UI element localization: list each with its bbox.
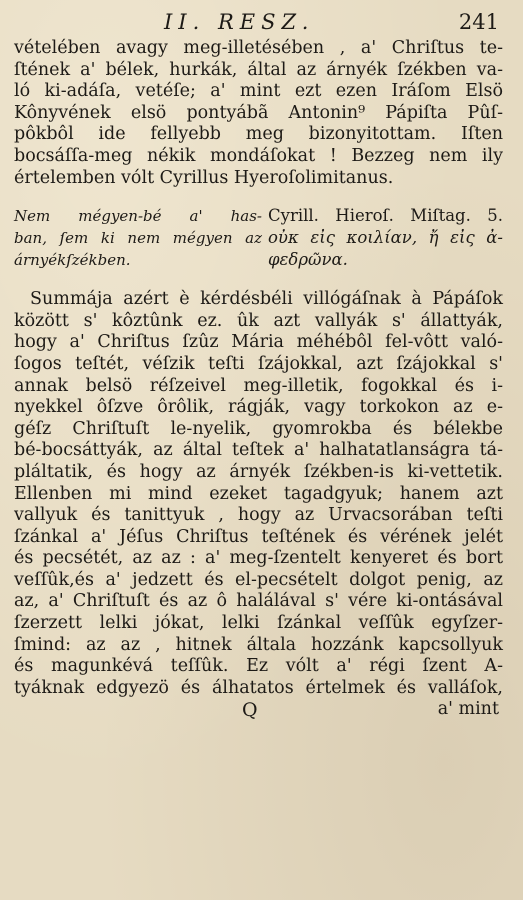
paragraph-1: [14, 38, 503, 189]
page-number: 241: [458, 10, 499, 34]
greek-quote-line: οὐκ εἰς κοιλίαν, ἤ εἰς ἀ-: [268, 228, 503, 248]
text-line: vallyuk és tanittyuk , hogy az Urvacsorában teſti: [14, 505, 503, 526]
text-line: vételében avagy meg-illetésében , a' Chriſtus te-: [14, 38, 503, 58]
text-line: között s' kôztûnk ez. ûk azt vallyák s' állattyák,: [14, 310, 503, 331]
text-line: pôkbôl ide fellyebb meg bizonyitottam. Iſten: [14, 124, 503, 145]
greek-quote-line: φεδρῶνα.: [268, 250, 348, 270]
text-line: és magunkévá teſſûk. Ez vólt a' régi ſzent A-: [14, 656, 503, 677]
text-line: ſzánkal a' Jéſus Chriſtus teſtének és vérének jelét: [14, 526, 503, 547]
text-line: ſtének a' bélek, hurkák, által az árnyék ſzékben va-: [14, 59, 503, 80]
text-line: veſſûk,és a' jedzett és el-pecsételt dolgot penig, az: [14, 569, 503, 590]
text-line: ſogos teſtét, véſzik teſti ſzájokkal, azt ſzájokkal s': [14, 353, 503, 374]
margin-note-line: árnyékſzékben.: [14, 251, 131, 270]
catchword: a' mint: [437, 699, 499, 720]
running-title: II. RESZ.: [164, 10, 315, 34]
text-line: nyekkel ôſzve ôrôlik, rágják, vagy torkokon az e-: [14, 397, 503, 418]
text-line: ſzerzett lelki jókat, lelki ſzánkal veſſûk egyſzer-: [14, 613, 503, 634]
text-line: ſmind: az az , hitnek általa hozzánk kapcsollyuk: [14, 634, 503, 655]
text-line: értelemben vólt Cyrillus Hyeroſolimitanus.: [14, 167, 394, 188]
margin-note-line: Nem mégyen-bé a' has-: [14, 207, 262, 226]
text-line: és pecsétét, az az : a' meg-ſzentelt kenyeret és bort: [14, 548, 503, 569]
citation-block: [262, 205, 503, 275]
text-line: bé-bocsáttyák, az által teſtek a' halhatatlanságra tá-: [14, 440, 503, 461]
text-line: az, a' Chriſtuſt és az ô halálával s' vére ki-ontásával: [14, 591, 503, 612]
text-line: Ellenben mi mind ezeket tagadgyuk; hanem azt: [14, 483, 503, 504]
text-line: pláltatik, és hogy az árnyék ſzékben-is ki-vettetik.: [14, 461, 503, 482]
running-head: [14, 10, 503, 36]
text-line: hogy a' Chriſtus ſzûz Mária méhébôl fel-vôtt való-: [14, 332, 503, 353]
text-line: Summája azért è kérdésbéli villógáſnak à Pápáſok: [30, 289, 503, 310]
margin-note-line: ban, ſem ki nem mégyen az: [14, 229, 262, 248]
paragraph-2: [14, 289, 503, 699]
text-line: bocsáſſa-meg nékik mondáſokat ! Bezzeg nem ily: [14, 145, 503, 166]
text-line: Kônyvének elsö pontyábã Antonin⁹ Pápiſta Pûſ-: [14, 102, 503, 123]
signature-mark: Q: [242, 699, 258, 722]
text-line: ló ki-adáſa, vetéſe; a' mint ezt ezen Iráſom Elsö: [14, 81, 503, 102]
text-line: tyáknak edgyezö és álhatatos értelmek és valláſok,: [14, 677, 503, 698]
margin-note: [14, 205, 262, 275]
text-line: géſz Chriſtuſt le-nyelik, gyomrokba és bélekbe: [14, 418, 503, 439]
citation-reference: Cyrill. Hieroſ. Miſtag. 5.: [268, 206, 503, 226]
page-footer: [14, 699, 503, 721]
quotation-block: [14, 205, 503, 275]
text-line: annak belsö réſzeivel meg-illetik, fogokkal és i-: [14, 375, 503, 396]
